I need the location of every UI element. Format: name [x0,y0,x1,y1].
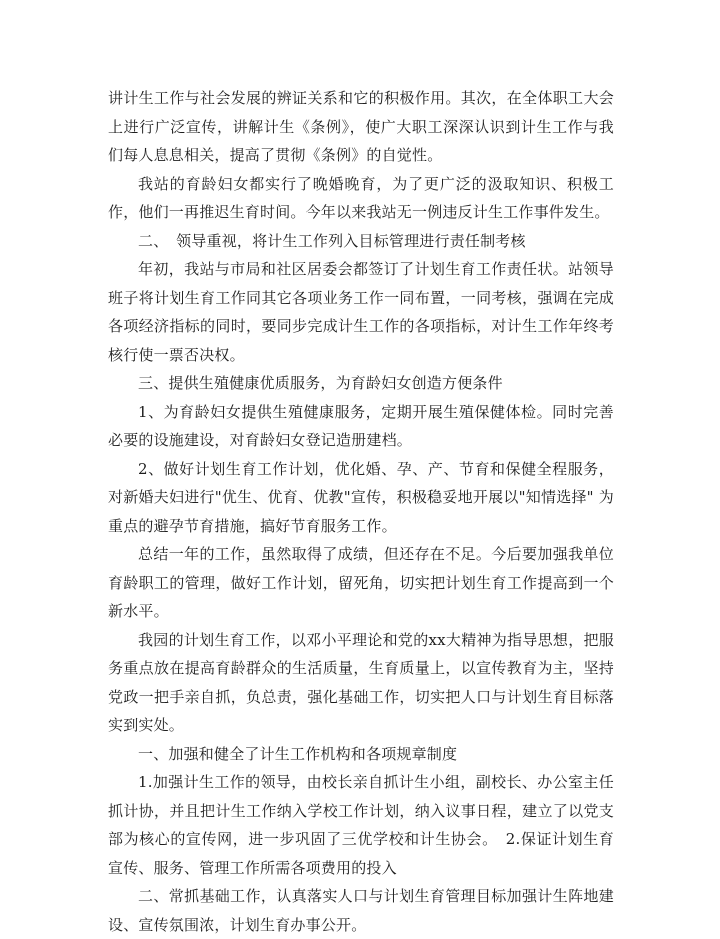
paragraph-kindergarten: 我园的计划生育工作，以邓小平理论和党的xx大精神为指导思想，把服务重点放在提高育龄群众的生活质量，生育质量上，以宣传教育为主，坚持党政一把手亲自抓，负总责，强化基础工作，切实把人口与计划生育目标落实到实处。 [108,630,614,734]
paragraph-late-marriage: 我站的育龄妇女都实行了晚婚晚育，为了更广泛的汲取知识、积极工作，他们一再推迟生育时间。今年以来我站无一例违反计生工作事件发生。 [108,174,614,221]
section-heading-leadership: 二、 领导重视，将计生工作列入目标管理进行责任制考核 [138,231,526,250]
paragraph-item-2: 2、做好计划生育工作计划，优化婚、孕、产、节育和保健全程服务，对新婚夫妇进行"优生、优育、优教"宣传，积极稳妥地开展以"知情选择" 为重点的避孕节育措施，搞好节育服务工作。 [108,459,614,535]
document-body [108,84,614,939]
paragraph-summary: 总结一年的工作，虽然取得了成绩，但还存在不足。今后要加强我单位育龄职工的管理，做好工作计划，留死角，切实把计划生育工作提高到一个新水平。 [108,545,614,620]
paragraph-responsibility: 年初，我站与市局和社区居委会都签订了计划生育工作责任状。站领导班子将计划生育工作同其它各项业务工作一同布置，一同考核，强调在完成各项经济指标的同时，要同步完成计生工作的各项指标，对计生工作年终考核行使一票否决权。 [108,260,614,364]
paragraph-basic-work: 二、常抓基础工作，认真落实人口与计划生育管理目标加强计生阵地建设、宣传氛围浓，计划生育办事公开。 [108,887,614,934]
section-heading-health-service: 三、提供生殖健康优质服务，为育龄妇女创造方便条件 [138,374,503,392]
paragraph-item-1: 1、为育龄妇女提供生殖健康服务，定期开展生殖保健体检。同时完善必要的设施建设，对育龄妇女登记造册建档。 [108,402,614,449]
section-heading-organization: 一、加强和健全了计生工作机构和各项规章制度 [138,744,458,763]
paragraph-leadership-detail: 1.加强计生工作的领导，由校长亲自抓计生小组，副校长、办公室主任抓计协，并且把计生工作纳入学校工作计划，纳入议事日程，建立了以党支部为核心的宣传网，进一步巩固了三优学校和计生协会。 2.保证计划生育宣传、服务、管理工作所需各项费用的投入 [108,773,614,877]
paragraph-continuation: 讲计生工作与社会发展的辨证关系和它的积极作用。其次，在全体职工大会上进行广泛宣传，讲解计生《条例》，使广大职工深深认识到计生工作与我们每人息息相关，提高了贯彻《条例》的自觉性。 [108,89,614,164]
